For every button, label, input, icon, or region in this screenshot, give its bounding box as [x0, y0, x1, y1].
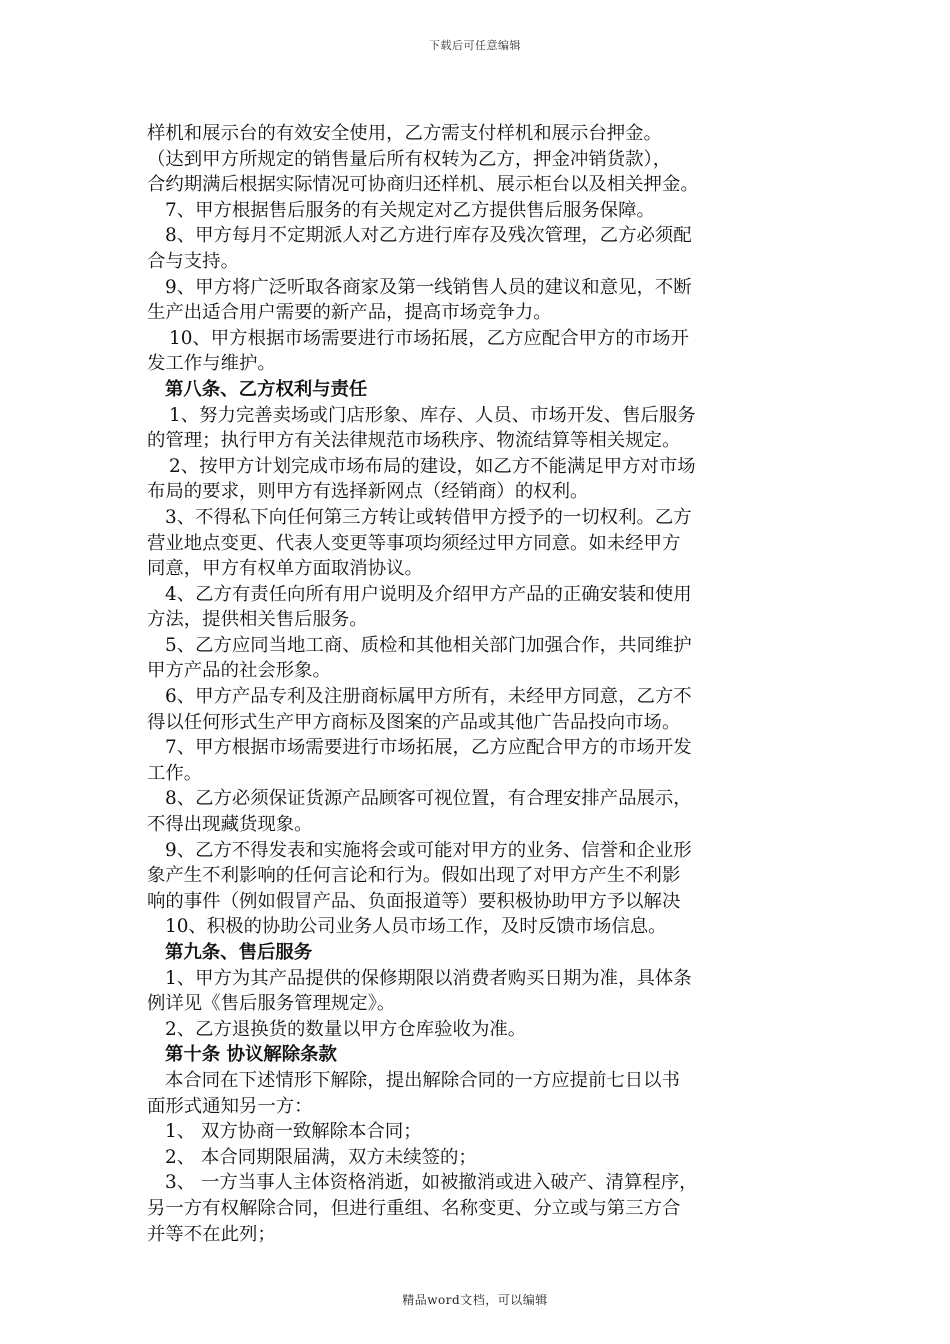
section-heading: 第十条 协议解除条款	[165, 1044, 337, 1066]
paragraph-line: 布局的要求，则甲方有选择新网点（经销商）的权利。	[147, 481, 589, 503]
paragraph-line: 8、甲方每月不定期派人对乙方进行库存及残次管理，乙方必须配	[165, 225, 692, 247]
paragraph-line: 响的事件（例如假冒产品、负面报道等）要积极协助甲方予以解决	[147, 890, 681, 912]
paragraph-line: 得以任何形式生产甲方商标及图案的产品或其他广告品投向市场。	[147, 711, 681, 733]
paragraph-line: 8、乙方必须保证货源产品顾客可视位置，有合理安排产品展示，	[165, 788, 692, 810]
paragraph-line: 3、不得私下向任何第三方转让或转借甲方授予的一切权利。乙方	[165, 506, 692, 528]
paragraph-line: 10、积极的协助公司业务人员市场工作，及时反馈市场信息。	[165, 916, 667, 938]
paragraph-line: 2、按甲方计划完成市场布局的建设，如乙方不能满足甲方对市场	[169, 455, 696, 477]
section-heading: 第九条、售后服务	[165, 942, 313, 963]
paragraph-line: 面形式通知另一方：	[147, 1095, 313, 1117]
paragraph-line: 3、 一方当事人主体资格消逝，如被撤消或进入破产、清算程序，	[165, 1172, 698, 1194]
paragraph-line: 合与支持。	[147, 250, 239, 272]
paragraph-line: 4、乙方有责任向所有用户说明及介绍甲方产品的正确安装和使用	[165, 583, 692, 605]
paragraph-line: 样机和展示台的有效安全使用，乙方需支付样机和展示台押金。	[147, 123, 662, 144]
paragraph-line: 1、 双方协商一致解除本合同；	[165, 1121, 422, 1143]
section-heading: 第八条、乙方权利与责任	[165, 378, 368, 400]
paragraph-line: 方法，提供相关售后服务。	[147, 609, 368, 631]
paragraph-line: 1、努力完善卖场或门店形象、库存、人员、市场开发、售后服务	[169, 404, 696, 426]
paragraph-line: 另一方有权解除合同，但进行重组、名称变更、分立或与第三方合	[147, 1197, 681, 1219]
paragraph-line: 5、乙方应同当地工商、质检和其他相关部门加强合作，共同维护	[165, 634, 692, 656]
paragraph-line: 6、甲方产品专利及注册商标属甲方所有，未经甲方同意，乙方不	[165, 686, 692, 708]
paragraph-line: 并等不在此列；	[147, 1223, 276, 1245]
paragraph-line: 发工作与维护。	[147, 353, 276, 375]
paragraph-line: 1、甲方为其产品提供的保修期限以消费者购买日期为准，具体条	[165, 967, 692, 989]
page-footer: 精品word文档，可以编辑	[402, 1293, 548, 1307]
paragraph-line: 甲方产品的社会形象。	[147, 660, 331, 682]
paragraph-line: 2、乙方退换货的数量以甲方仓库验收为准。	[165, 1018, 527, 1040]
paragraph-line: 象产生不利影响的任何言论和行为。假如出现了对甲方产生不利影	[147, 865, 681, 887]
paragraph-line: 工作。	[147, 762, 203, 784]
paragraph-line: 不得出现藏货现象。	[147, 814, 313, 836]
paragraph-line: 9、甲方将广泛听取各商家及第一线销售人员的建议和意见，不断	[165, 276, 692, 298]
paragraph-line: 10、甲方根据市场需要进行市场拓展，乙方应配合甲方的市场开	[169, 327, 689, 349]
paragraph-line: 7、甲方根据售后服务的有关规定对乙方提供售后服务保障。	[165, 199, 655, 221]
paragraph-line: （达到甲方所规定的销售量后所有权转为乙方，押金冲销货款），	[147, 148, 672, 170]
paragraph-line: 同意，甲方有权单方面取消协议。	[147, 558, 423, 580]
paragraph-line: 营业地点变更、代表人变更等事项均须经过甲方同意。如未经甲方	[147, 532, 681, 554]
paragraph-line: 例详见《售后服务管理规定》。	[147, 993, 396, 1015]
page-header: 下载后可任意编辑	[429, 39, 521, 52]
paragraph-line: 合约期满后根据实际情况可协商归还样机、展示柜台以及相关押金。	[147, 174, 699, 196]
document-body	[147, 121, 813, 1247]
paragraph-line: 9、乙方不得发表和实施将会或可能对甲方的业务、信誉和企业形	[165, 839, 692, 861]
paragraph-line: 2、 本合同期限届满，双方未续签的；	[165, 1146, 477, 1168]
paragraph-line: 的管理；执行甲方有关法律规范市场秩序、物流结算等相关规定。	[147, 430, 681, 452]
paragraph-line: 本合同在下述情形下解除，提出解除合同的一方应提前七日以书	[165, 1069, 680, 1091]
paragraph-line: 7、甲方根据市场需要进行市场拓展，乙方应配合甲方的市场开发	[165, 737, 692, 759]
paragraph-line: 生产出适合用户需要的新产品，提高市场竞争力。	[147, 302, 552, 324]
